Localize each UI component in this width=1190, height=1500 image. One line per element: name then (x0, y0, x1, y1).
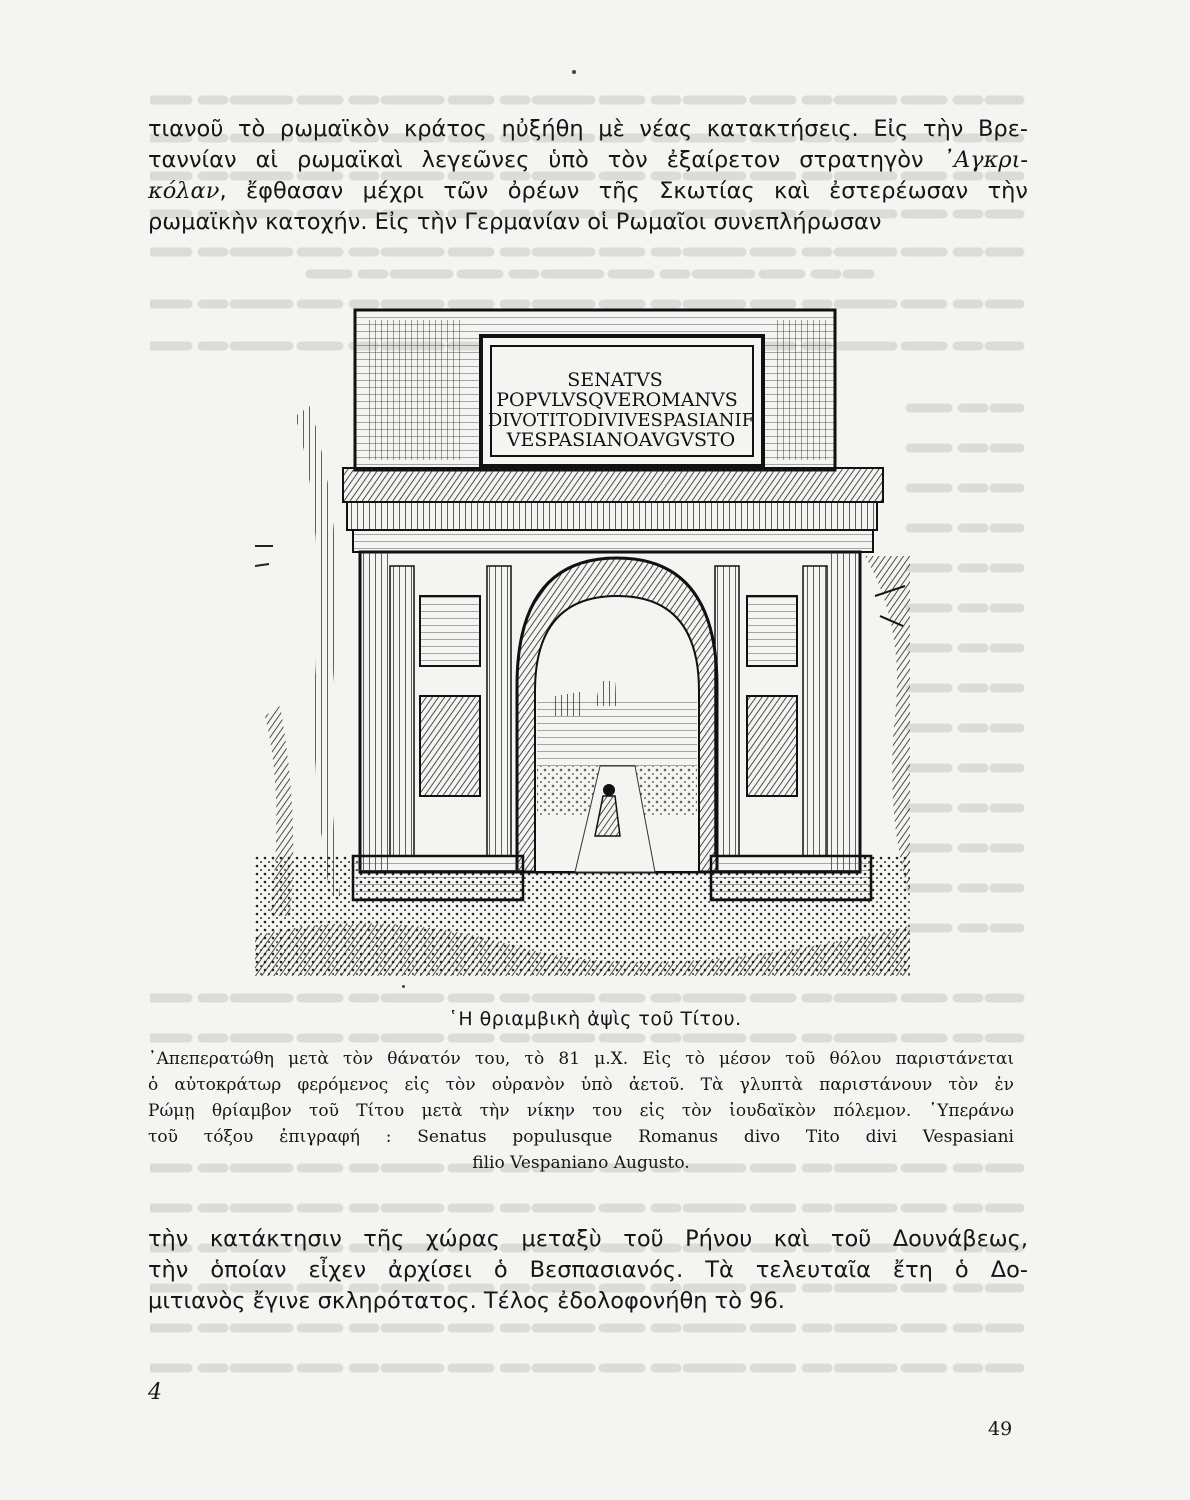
caption-line-1: ᾿Απεπερατώθη μετὰ τὸν θάνατόν του, τὸ 81 μ.Χ. Εἰς τὸ μέσον τοῦ θόλου παριστάνεται (148, 1049, 1014, 1069)
text-line-4: ρωμαϊκὴν κατοχήν. Εἰς τὴν Γερμανίαν οἱ Ρωμαῖοι συνεπλήρωσαν (148, 209, 882, 235)
scan-speck (402, 985, 405, 988)
inscription-line-4: VESPASIANOAVGVSTO (506, 429, 736, 451)
bottom-paragraph (148, 1224, 1028, 1317)
italic-name-agricola-end: κόλαν (148, 178, 220, 204)
caption-line-5: filio Vespaniano Augusto. (472, 1153, 690, 1173)
arch-of-titus-engraving (255, 296, 910, 976)
text-line-2-text: ταννίαν αἱ ρωμαϊκαὶ λεγεῶνες ὑπὸ τὸν ἐξαίρετον στρατηγὸν (148, 147, 943, 173)
inscription-line-3: DIVOTITODIVIVESPASIANIF (487, 410, 755, 431)
inscription-line-1: SENATVS (567, 369, 663, 391)
inscription-line-2: POPVLVSQVEROMANVS (496, 389, 738, 411)
text-line-2 (148, 145, 1028, 176)
page-number: 49 (988, 1418, 1013, 1440)
italic-name-agricola: ᾿Αγκρι- (942, 147, 1028, 173)
bottom-line-1: τὴν κατάκτησιν τῆς χώρας μεταξὺ τοῦ Ρήνου καὶ τοῦ Δουνάβεως, (148, 1226, 1028, 1252)
caption-line-3: Ρώμῃ θρίαμβον τοῦ Τίτου μετὰ τὴν νίκην του εἰς τὸν ἰουδαϊκὸν πόλεμον. ῾Υπεράνω (148, 1101, 1014, 1121)
top-paragraph (148, 114, 1028, 238)
text-line-1: τιανοῦ τὸ ρωμαϊκὸν κράτος ηὐξήθη μὲ νέας κατακτήσεις. Εἰς τὴν Βρε- (148, 116, 1028, 142)
caption-line-2: ὁ αὐτοκράτωρ φερόμενος εἰς τὸν οὐρανὸν ὑπὸ ἀετοῦ. Τὰ γλυπτὰ παριστάνουν τὸν ἐν (148, 1075, 1014, 1095)
bottom-line-3: μιτιανὸς ἔγινε σκληρότατος. Τέλος ἐδολοφονήθη τὸ 96. (148, 1288, 785, 1314)
figure-caption (148, 1046, 1014, 1176)
caption-line-4: τοῦ τόξου ἐπιγραφή : Senatus populusque Romanus divo Tito divi Vespasiani (148, 1127, 1014, 1147)
bottom-line-2: τὴν ὁποίαν εἶχεν ἀρχίσει ὁ Βεσπασιανός. Τὰ τελευταῖα ἔτη ὁ Δο- (148, 1257, 1028, 1283)
text-line-3-text: , ἔφθασαν μέχρι τῶν ὀρέων τῆς Σκωτίας καὶ ἐστερέωσαν τὴν (219, 178, 1028, 204)
scan-speck (572, 70, 576, 74)
figure-caption-title: ῾Η θριαμβικὴ ἀψὶς τοῦ Τίτου. (448, 1008, 742, 1030)
text-line-3 (148, 176, 1028, 207)
signature-mark: 4 (148, 1380, 162, 1405)
